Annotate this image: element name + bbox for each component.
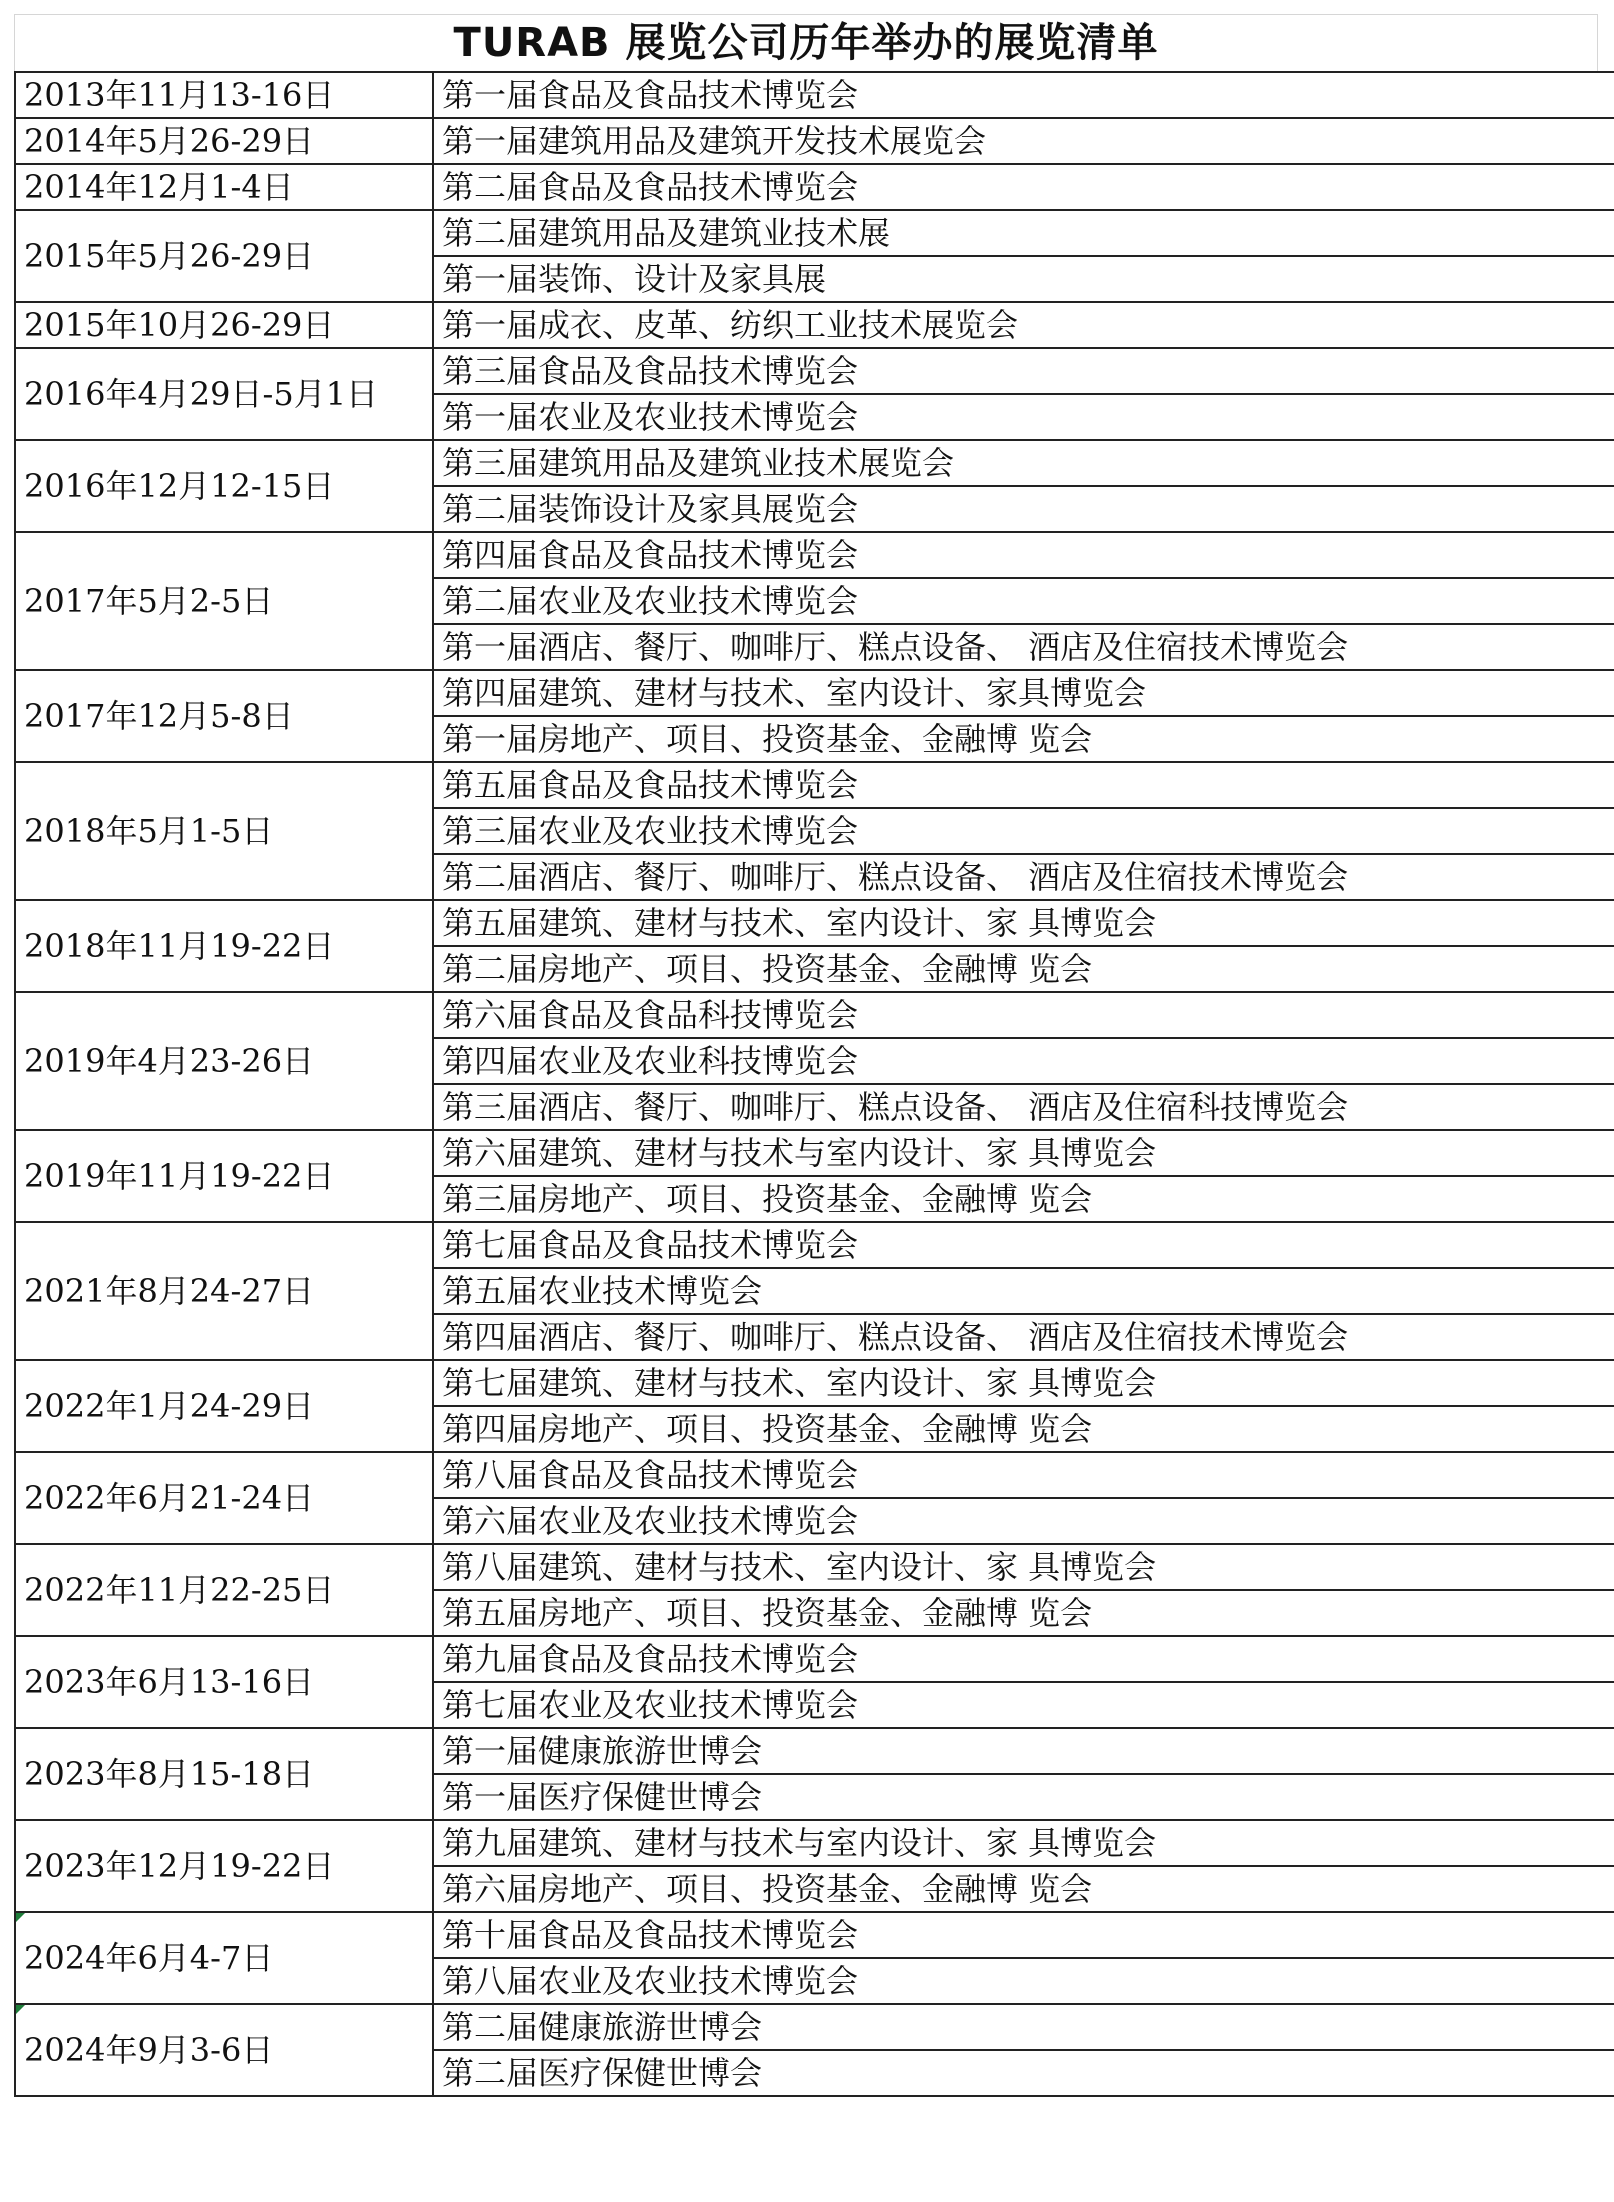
date-text: 2022年11月22-25日 (24, 1571, 335, 1609)
exhibition-name-cell[interactable]: 第七届农业及农业技术博览会 (433, 1682, 1614, 1728)
date-text: 2021年8月24-27日 (24, 1272, 315, 1310)
date-cell[interactable] (15, 670, 433, 762)
exhibition-name-cell[interactable]: 第二届酒店、餐厅、咖啡厅、糕点设备、 酒店及住宿技术博览会 (433, 854, 1614, 900)
exhibition-name-cell[interactable]: 第四届食品及食品技术博览会 (433, 532, 1614, 578)
date-text: 2024年9月3-6日 (24, 2031, 274, 2069)
exhibition-name-cell[interactable]: 第一届健康旅游世博会 (433, 1728, 1614, 1774)
exhibition-name-cell[interactable]: 第十届食品及食品技术博览会 (433, 1912, 1614, 1958)
exhibition-name-cell[interactable]: 第九届食品及食品技术博览会 (433, 1636, 1614, 1682)
date-text: 2016年12月12-15日 (24, 467, 335, 505)
table-row (15, 670, 1614, 716)
date-cell[interactable] (15, 210, 433, 302)
exhibition-name-cell[interactable]: 第七届建筑、建材与技术、室内设计、家 具博览会 (433, 1360, 1614, 1406)
date-text: 2015年5月26-29日 (24, 237, 315, 275)
exhibition-name-cell[interactable]: 第四届酒店、餐厅、咖啡厅、糕点设备、 酒店及住宿技术博览会 (433, 1314, 1614, 1360)
exhibition-name-cell[interactable]: 第二届健康旅游世博会 (433, 2004, 1614, 2050)
date-text: 2022年6月21-24日 (24, 1479, 315, 1517)
exhibition-name-cell[interactable]: 第七届食品及食品技术博览会 (433, 1222, 1614, 1268)
exhibition-name-cell[interactable]: 第五届房地产、项目、投资基金、金融博 览会 (433, 1590, 1614, 1636)
date-text: 2017年5月2-5日 (24, 582, 274, 620)
exhibition-name-cell[interactable]: 第三届农业及农业技术博览会 (433, 808, 1614, 854)
date-text: 2018年11月19-22日 (24, 927, 335, 965)
date-cell[interactable] (15, 1636, 433, 1728)
date-cell[interactable] (15, 1820, 433, 1912)
exhibition-name-cell[interactable]: 第八届建筑、建材与技术、室内设计、家 具博览会 (433, 1544, 1614, 1590)
exhibition-name-cell[interactable]: 第一届酒店、餐厅、咖啡厅、糕点设备、 酒店及住宿技术博览会 (433, 624, 1614, 670)
date-cell[interactable] (15, 1222, 433, 1360)
table-row (15, 1544, 1614, 1590)
date-text: 2018年5月1-5日 (24, 812, 274, 850)
date-text: 2016年4月29日-5月1日 (24, 375, 379, 413)
date-text: 2019年4月23-26日 (24, 1042, 315, 1080)
table-row (15, 1222, 1614, 1268)
exhibition-name-cell[interactable]: 第九届建筑、建材与技术与室内设计、家 具博览会 (433, 1820, 1614, 1866)
date-text: 2023年8月15-18日 (24, 1755, 315, 1793)
exhibition-name-cell[interactable]: 第一届装饰、设计及家具展 (433, 256, 1614, 302)
date-text: 2022年1月24-29日 (24, 1387, 315, 1425)
exhibition-name-cell[interactable]: 第二届农业及农业技术博览会 (433, 578, 1614, 624)
table-row (15, 1452, 1614, 1498)
date-text: 2023年12月19-22日 (24, 1847, 335, 1885)
exhibition-name-cell[interactable]: 第三届酒店、餐厅、咖啡厅、糕点设备、 酒店及住宿科技博览会 (433, 1084, 1614, 1130)
exhibition-name-cell[interactable]: 第五届农业技术博览会 (433, 1268, 1614, 1314)
exhibition-name-cell[interactable]: 第二届房地产、项目、投资基金、金融博 览会 (433, 946, 1614, 992)
table-row (15, 1820, 1614, 1866)
exhibition-name-cell[interactable]: 第一届成衣、皮革、纺织工业技术展览会 (433, 302, 1614, 348)
cell-comment-marker-icon (16, 2005, 25, 2014)
exhibition-name-cell[interactable]: 第二届医疗保健世博会 (433, 2050, 1614, 2096)
date-cell[interactable] (15, 532, 433, 670)
exhibition-name-cell[interactable]: 第三届食品及食品技术博览会 (433, 348, 1614, 394)
date-cell[interactable] (15, 1452, 433, 1544)
table-row (15, 210, 1614, 256)
exhibition-name-cell[interactable]: 第六届房地产、项目、投资基金、金融博 览会 (433, 1866, 1614, 1912)
exhibition-name-cell[interactable]: 第四届建筑、建材与技术、室内设计、家具博览会 (433, 670, 1614, 716)
date-cell[interactable] (15, 440, 433, 532)
exhibition-name-cell[interactable]: 第六届农业及农业技术博览会 (433, 1498, 1614, 1544)
date-cell[interactable] (15, 302, 433, 348)
exhibition-name-cell[interactable]: 第八届食品及食品技术博览会 (433, 1452, 1614, 1498)
exhibition-name-cell[interactable]: 第三届建筑用品及建筑业技术展览会 (433, 440, 1614, 486)
table-row (15, 762, 1614, 808)
date-cell[interactable] (15, 762, 433, 900)
exhibition-name-cell[interactable]: 第一届食品及食品技术博览会 (433, 72, 1614, 118)
date-cell[interactable] (15, 992, 433, 1130)
date-cell[interactable] (15, 1360, 433, 1452)
exhibition-name-cell[interactable]: 第三届房地产、项目、投资基金、金融博 览会 (433, 1176, 1614, 1222)
exhibition-name-cell[interactable]: 第八届农业及农业技术博览会 (433, 1958, 1614, 2004)
exhibition-name-cell[interactable]: 第六届建筑、建材与技术与室内设计、家 具博览会 (433, 1130, 1614, 1176)
date-cell[interactable] (15, 118, 433, 164)
table-row (15, 992, 1614, 1038)
exhibition-name-cell[interactable]: 第一届农业及农业技术博览会 (433, 394, 1614, 440)
date-text: 2017年12月5-8日 (24, 697, 294, 735)
page-title: TURAB 展览公司历年举办的展览清单 (14, 14, 1598, 71)
date-text: 2019年11月19-22日 (24, 1157, 335, 1195)
table-row (15, 348, 1614, 394)
date-cell[interactable] (15, 2004, 433, 2096)
table-row (15, 1912, 1614, 1958)
table-row (15, 440, 1614, 486)
exhibition-name-cell[interactable]: 第五届建筑、建材与技术、室内设计、家 具博览会 (433, 900, 1614, 946)
date-cell[interactable] (15, 1912, 433, 2004)
table-row (15, 302, 1614, 348)
table-row (15, 2004, 1614, 2050)
date-text: 2015年10月26-29日 (24, 306, 335, 344)
date-cell[interactable] (15, 1544, 433, 1636)
date-cell[interactable] (15, 1130, 433, 1222)
exhibition-name-cell[interactable]: 第一届医疗保健世博会 (433, 1774, 1614, 1820)
exhibition-name-cell[interactable]: 第二届建筑用品及建筑业技术展 (433, 210, 1614, 256)
table-row (15, 1636, 1614, 1682)
table-row (15, 532, 1614, 578)
date-text: 2014年12月1-4日 (24, 168, 294, 206)
table-row (15, 1130, 1614, 1176)
table-body (15, 72, 1614, 2096)
table-row (15, 1360, 1614, 1406)
exhibition-name-cell[interactable]: 第五届食品及食品技术博览会 (433, 762, 1614, 808)
exhibition-table (14, 71, 1614, 2097)
exhibition-name-cell[interactable]: 第六届食品及食品科技博览会 (433, 992, 1614, 1038)
date-cell[interactable] (15, 164, 433, 210)
date-text: 2024年6月4-7日 (24, 1939, 274, 1977)
table-row (15, 164, 1614, 210)
cell-comment-marker-icon (16, 1913, 25, 1922)
table-row (15, 118, 1614, 164)
exhibition-name-cell[interactable]: 第一届房地产、项目、投资基金、金融博 览会 (433, 716, 1614, 762)
spreadsheet-sheet (14, 14, 1598, 2097)
date-text: 2023年6月13-16日 (24, 1663, 315, 1701)
date-cell[interactable] (15, 72, 433, 118)
table-row (15, 72, 1614, 118)
exhibition-name-cell[interactable]: 第二届食品及食品技术博览会 (433, 164, 1614, 210)
date-text: 2014年5月26-29日 (24, 122, 315, 160)
date-cell[interactable] (15, 348, 433, 440)
table-row (15, 900, 1614, 946)
exhibition-name-cell[interactable]: 第二届装饰设计及家具展览会 (433, 486, 1614, 532)
date-cell[interactable] (15, 900, 433, 992)
date-cell[interactable] (15, 1728, 433, 1820)
table-row (15, 1728, 1614, 1774)
exhibition-name-cell[interactable]: 第四届房地产、项目、投资基金、金融博 览会 (433, 1406, 1614, 1452)
exhibition-name-cell[interactable]: 第一届建筑用品及建筑开发技术展览会 (433, 118, 1614, 164)
exhibition-name-cell[interactable]: 第四届农业及农业科技博览会 (433, 1038, 1614, 1084)
date-text: 2013年11月13-16日 (24, 76, 335, 114)
